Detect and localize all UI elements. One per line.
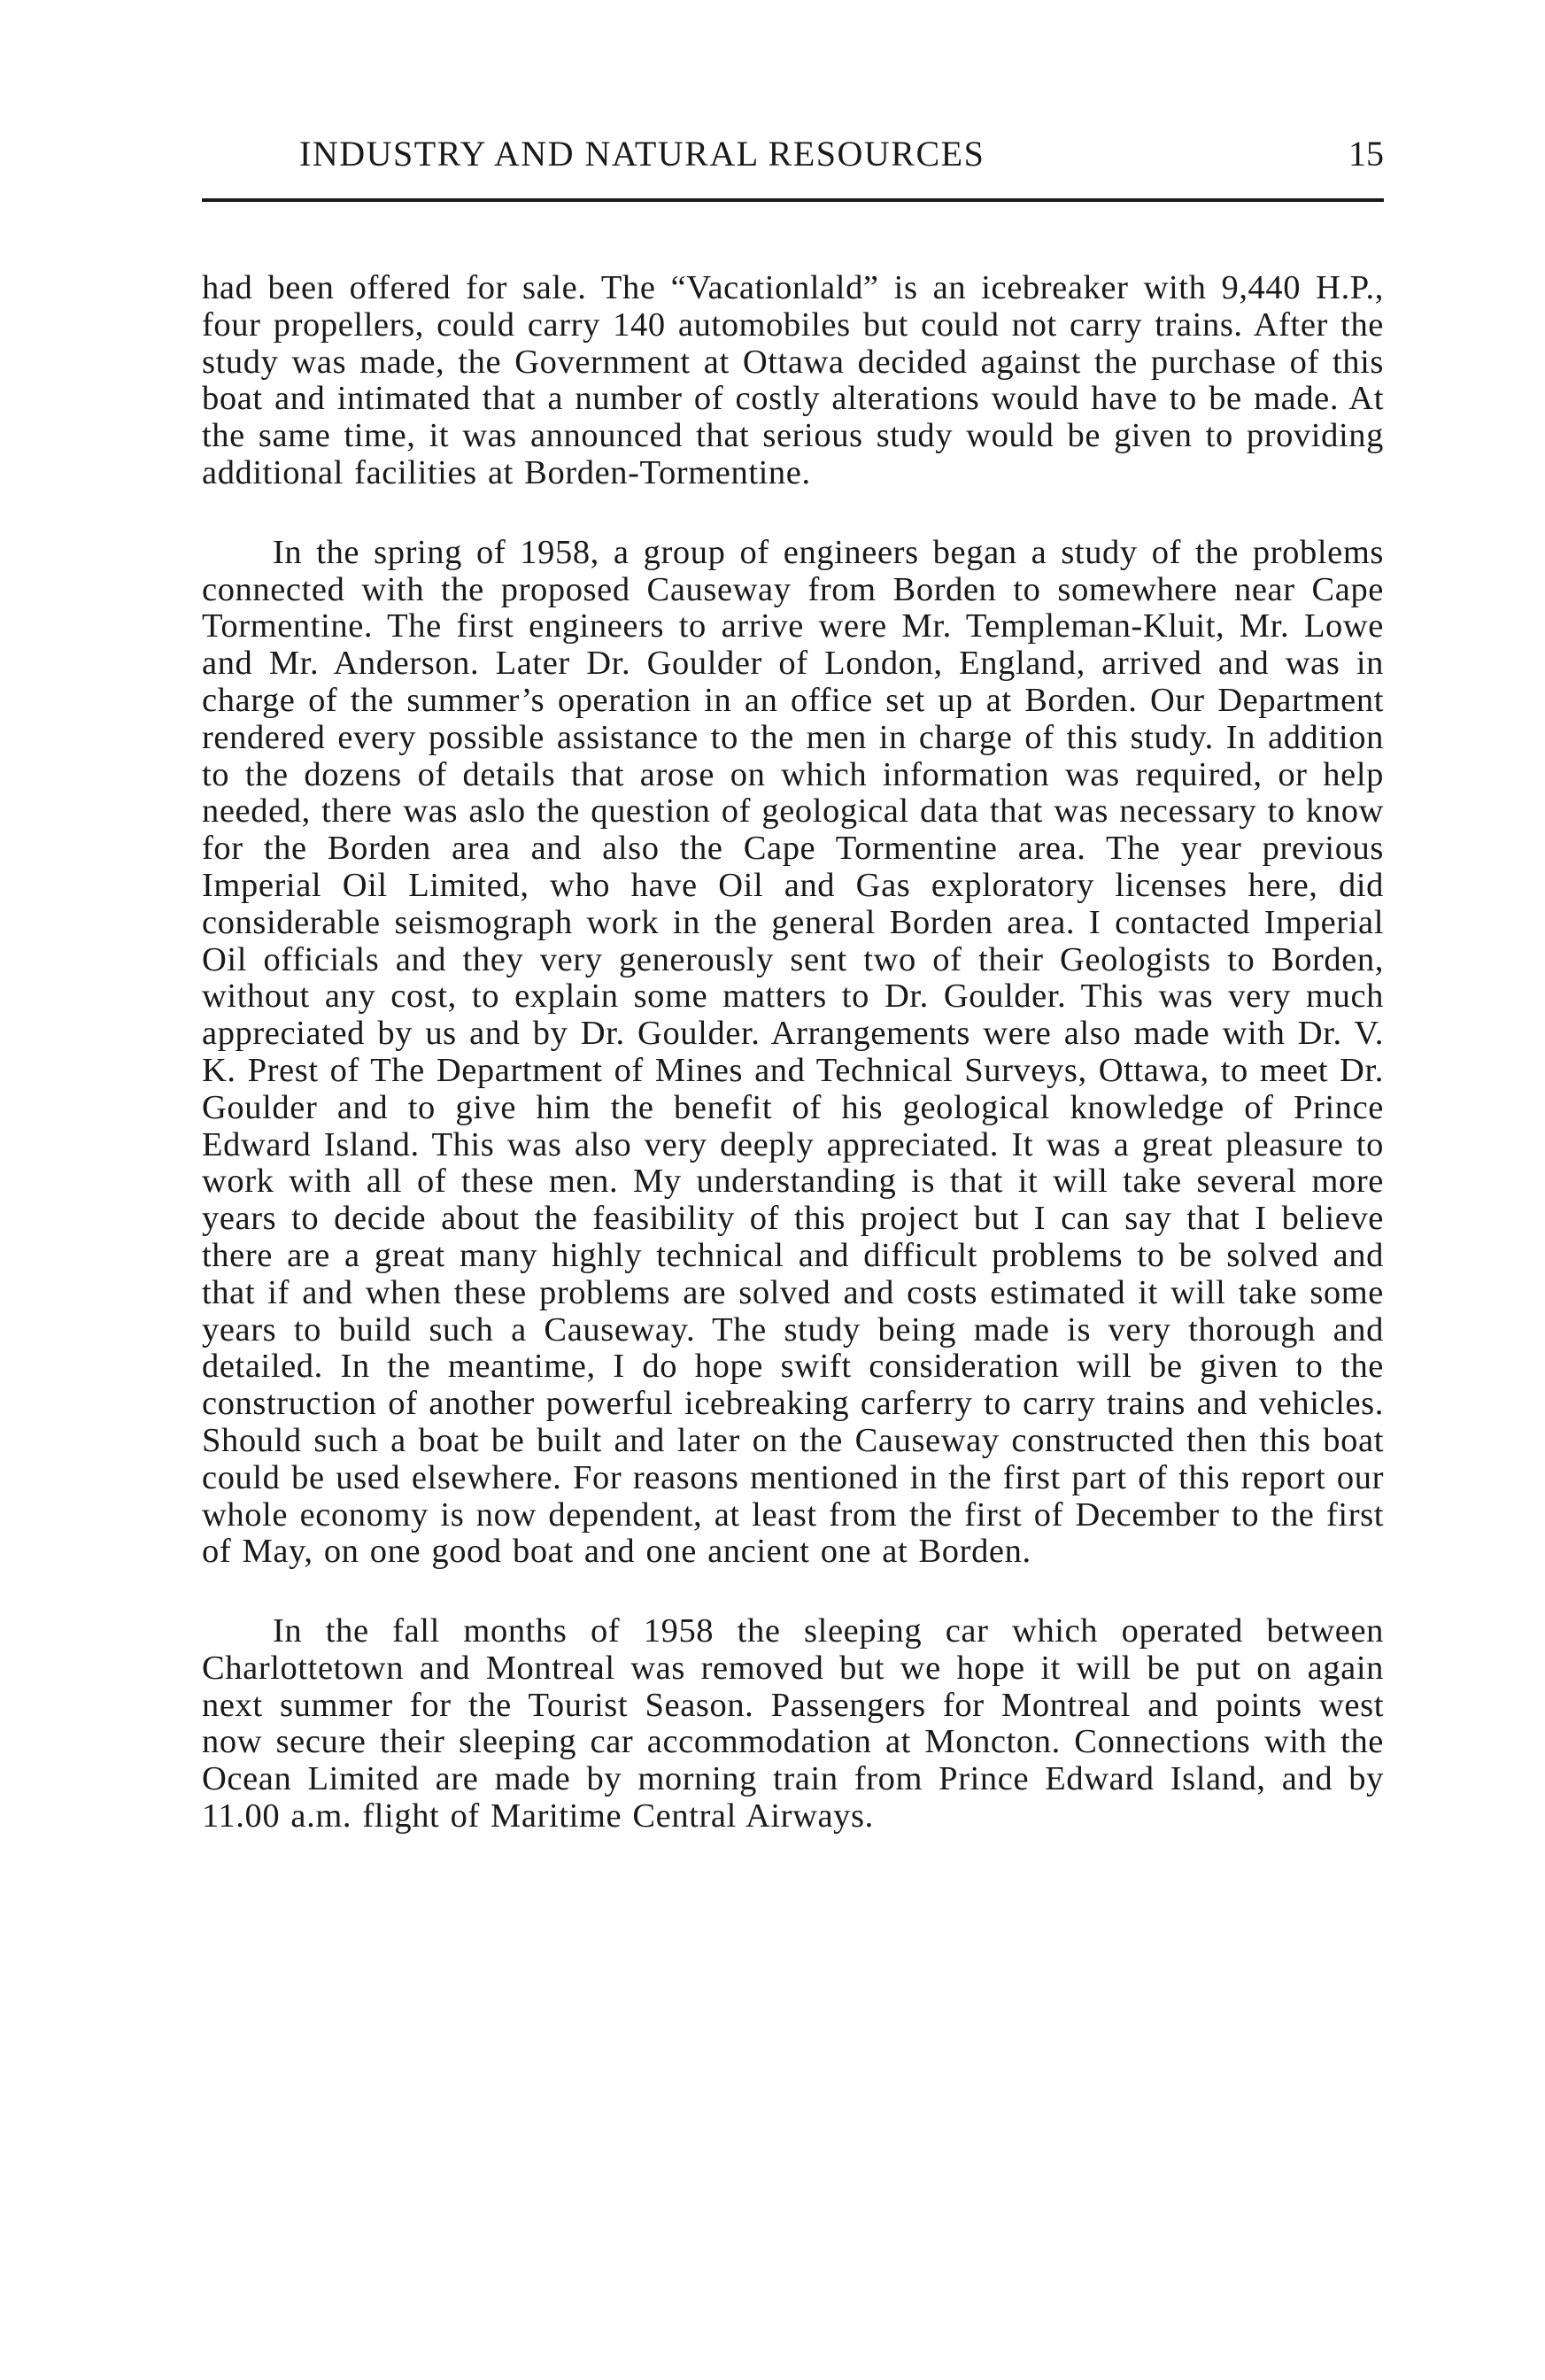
paragraph-causeway-study: In the spring of 1958, a group of engineers began a study of the problems connected with the proposed Causeway from Borden to somewhere near Cape Tormentine. The first engineers to arrive were Mr. Templeman-Kluit, Mr. Lowe and Mr. Anderson. Later Dr. Goulder of London, England, arrived and was in charge of the summer’s operation in an office set up at Borden. Our Department rendered every possible assistance to the men in charge of this study. In addition to the dozens of details that arose on which information was required, or help needed, there was aslo the question of geological data that was necessary to know for the Borden area and also the Cape Tormentine area. The year previous Imperial Oil Limited, who have Oil and Gas exploratory licenses here, did considerable seismograph work in the general Borden area. I contacted Imperial Oil officials and they very generously sent two of their Geologists to Borden, without any cost, to explain some matters to Dr. Goulder. This was very much appreciated by us and by Dr. Goulder. Arrangements were also made with Dr. V. K. Prest of The Department of Mines and Technical Surveys, Ottawa, to meet Dr. Goulder and to give him the benefit of his geological knowledge of Prince Edward Island. This was also very deeply appreciated. It was a great pleasure to work with all of these men. My understanding is that it will take several more years to decide about the feasibility of this project but I can say that I believe there are a great many highly technical and difficult problems to be solved and that if and when these problems are solved and costs estimated it will take some years to build such a Causeway. The study being made is very thorough and detailed. In the meantime, I do hope swift consideration will be given to the construction of another powerful icebreaking carferry to carry trains and vehicles. Should such a boat be built and later on the Causeway constructed then this boat could be used elsewhere. For reasons mentioned in the first part of this report our whole economy is now dependent, at least from the first of December to the first of May, on one good boat and one ancient one at Borden. (202, 533, 1384, 1571)
paragraph-sleeping-car: In the fall months of 1958 the sleeping car which operated between Charlottetown and Montreal was removed but we hope it will be put on again next summer for the Tourist Season. Passengers for Montreal and points west now secure their sleeping car accommodation at Moncton. Connections with the Ocean Limited are made by morning train from Prince Edward Island, and by 11.00 a.m. flight of Maritime Central Airways. (202, 1612, 1384, 1835)
body-text (202, 270, 1384, 1835)
running-header (202, 133, 1384, 179)
paragraph-continued: had been offered for sale. The “Vacationlald” is an icebreaker with 9,440 H.P., four propellers, could carry 140 automobiles but could not carry trains. After the study was made, the Government at Ottawa decided against the purchase of this boat and intimated that a number of costly alterations would have to be made. At the same time, it was announced that serious study would be given to providing additional facilities at Borden-Tormentine. (202, 269, 1384, 491)
page-number: 15 (1348, 134, 1384, 174)
header-rule (202, 198, 1384, 202)
running-title: INDUSTRY AND NATURAL RESOURCES (299, 134, 985, 174)
